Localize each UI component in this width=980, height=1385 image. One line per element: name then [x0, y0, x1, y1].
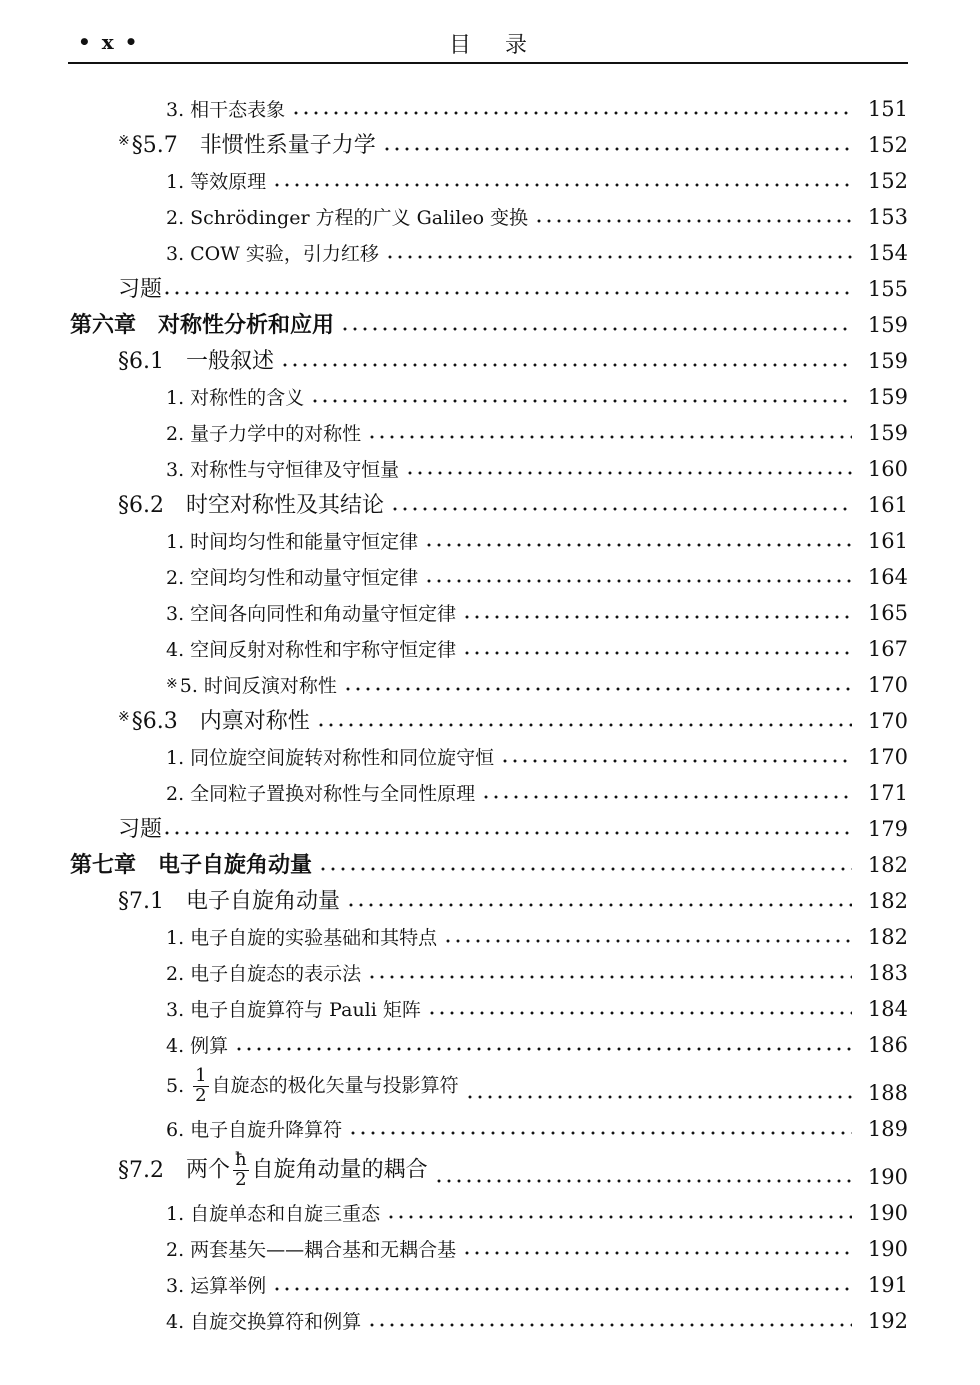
toc-entry-number: 4.: [166, 1311, 185, 1334]
toc-entry-number: §6.1: [118, 348, 164, 374]
toc-entry-sub: [0, 1190, 980, 1226]
toc-entry-title: 内禀对称性: [199, 708, 310, 734]
fraction: [233, 1151, 249, 1190]
toc-entry-label: [0, 748, 494, 770]
toc-entry-title: 习题: [118, 276, 163, 302]
toc-entry-number: 1.: [166, 531, 185, 554]
dot-leader: [272, 182, 852, 188]
toc-entry-label: [0, 784, 475, 806]
toc-entry-number: 5.: [179, 675, 198, 698]
toc-entry-page: 160: [867, 456, 908, 481]
toc-entry-page: 170: [867, 708, 908, 733]
toc-entry-label: [0, 1204, 380, 1226]
toc-entry-sub: [0, 374, 980, 410]
toc-entry-title: 电子自旋的实验基础和其特点: [190, 927, 438, 950]
toc-entry-page: 186: [867, 1032, 908, 1057]
toc-entry-sec: [0, 482, 980, 518]
page-header: [68, 26, 908, 64]
toc-entry-label: [0, 493, 384, 518]
toc-entry-page: 171: [867, 780, 908, 805]
toc-entry-sub: [0, 518, 980, 554]
toc-entry-label: [0, 1276, 266, 1298]
toc-entry-number: §5.7: [131, 132, 178, 158]
toc-entry-page: 190: [867, 1236, 908, 1261]
toc-entry-number: 6.: [166, 1119, 185, 1142]
toc-entry-page: 182: [867, 852, 908, 877]
toc-entry-title: 自旋角动量的耦合: [251, 1157, 428, 1183]
dot-leader: [443, 938, 852, 944]
dot-leader: [343, 686, 852, 692]
toc-entry-label: [0, 676, 337, 698]
toc-entry-sub: [0, 86, 980, 122]
toc-entry-label: [0, 1067, 459, 1106]
dot-leader: [481, 794, 852, 800]
toc-entry-page: 183: [867, 960, 908, 985]
toc-entry-page: 159: [867, 348, 908, 373]
toc-entry-number: 4.: [166, 1035, 185, 1058]
toc-entry-title: Schrödinger 方程的广义 Galileo 变换: [190, 207, 529, 230]
toc-entry-sub: [0, 626, 980, 662]
toc-entry-page: 188: [867, 1080, 908, 1105]
toc-entry-label: [0, 1120, 342, 1142]
toc-entry-label: [0, 277, 162, 302]
toc-entry-sub: [0, 734, 980, 770]
toc-entry-title: 对称性的含义: [190, 387, 305, 410]
toc-entry-title: 自旋单态和自旋三重态: [190, 1203, 381, 1226]
dot-leader: [234, 1046, 852, 1052]
toc-entry-label: [0, 1036, 228, 1058]
toc-entry-number: 4.: [166, 639, 185, 662]
toc-entry-title: 全同粒子置换对称性与全同性原理: [190, 783, 476, 806]
toc-entry-number: 3.: [166, 243, 185, 266]
dot-leader: [272, 1286, 852, 1292]
toc-entry-sub: [0, 410, 980, 446]
toc-entry-number: 3.: [166, 99, 185, 122]
toc-entry-label: [0, 388, 304, 410]
fraction-denominator: 2: [235, 1169, 247, 1191]
toc-entry-title: 空间各向同性和角动量守恒定律: [190, 603, 457, 626]
dot-leader: [465, 1094, 852, 1100]
toc-entry-label: [0, 604, 456, 626]
toc-entry-page: 170: [867, 744, 908, 769]
toc-entry-page: 153: [867, 204, 908, 229]
toc-entry-number: 2.: [166, 207, 185, 230]
toc-entry-title: COW 实验，引力红移: [190, 243, 379, 266]
dot-leader: [348, 1130, 852, 1136]
toc-entry-title: 电子自旋升降算符: [190, 1119, 343, 1142]
toc-entry-page: 179: [867, 816, 908, 841]
optional-section-mark: ※: [118, 708, 130, 725]
toc-entry-number: §6.3: [131, 708, 178, 734]
toc-entry-page: 191: [867, 1272, 908, 1297]
toc-entry-sub: [0, 1022, 980, 1058]
optional-section-mark: ※: [166, 676, 178, 693]
dot-leader: [462, 650, 852, 656]
toc-entry-label: [0, 460, 399, 482]
toc-entry-chap: [0, 842, 980, 878]
toc-entry-label: [0, 853, 312, 878]
toc-entry-prefix: 两个: [186, 1157, 231, 1183]
toc-entry-page: 182: [867, 888, 908, 913]
optional-section-mark: ※: [118, 132, 130, 149]
fraction-numerator: ħ: [235, 1149, 247, 1171]
toc-entry-label: [0, 532, 418, 554]
toc-entry-chap: [0, 302, 980, 338]
fraction-numerator: 1: [195, 1065, 207, 1087]
toc-entry-sub: [0, 986, 980, 1022]
toc-entry-page: 155: [867, 276, 908, 301]
toc-entry-number: 1.: [166, 1203, 185, 1226]
toc-entry-sub: [0, 1262, 980, 1298]
dot-leader: [390, 506, 852, 512]
dot-leader: [405, 470, 852, 476]
toc-entry-page: 159: [867, 312, 908, 337]
toc-entry-label: [0, 709, 310, 734]
toc-entry-number: 2.: [166, 963, 185, 986]
toc-entry-title: 空间均匀性和动量守恒定律: [190, 567, 419, 590]
dot-leader: [386, 1214, 852, 1220]
toc-entry-label: [0, 424, 361, 446]
toc-entry-sub: [0, 914, 980, 950]
toc-entry-title: 例算: [190, 1035, 229, 1058]
toc-entry-number: 3.: [166, 603, 185, 626]
page-number: • x •: [78, 30, 140, 54]
dot-leader: [424, 542, 852, 548]
toc-entry-sub: [0, 1058, 980, 1106]
toc-entry-label: [0, 1000, 421, 1022]
toc-entry-page: 152: [867, 168, 908, 193]
toc-entry-label: [0, 928, 437, 950]
toc-entry-label: [0, 208, 528, 230]
toc-entry-title: 自旋态的极化矢量与投影算符: [211, 1074, 459, 1097]
toc-entry-page: 190: [867, 1200, 908, 1225]
dot-leader: [427, 1010, 852, 1016]
toc-entry-label: [0, 1312, 361, 1334]
dot-leader: [291, 110, 852, 116]
toc-entry-number: 2.: [166, 783, 185, 806]
toc-entry-page: 189: [867, 1116, 908, 1141]
dot-leader: [462, 1250, 852, 1256]
toc-entry-page: 151: [867, 96, 908, 121]
toc-entry-title: 时间反演对称性: [203, 675, 337, 698]
toc-entry-title: 同位旋空间旋转对称性和同位旋守恒: [190, 747, 495, 770]
toc-entry-title: 电子自旋角动量: [158, 851, 313, 878]
dot-leader: [367, 1322, 852, 1328]
toc-entry-label: [0, 313, 334, 338]
dot-leader: [424, 578, 852, 584]
toc-entry-number: §7.1: [118, 888, 164, 914]
toc-entry-number: 第六章: [70, 311, 137, 338]
toc-entry-label: [0, 640, 456, 662]
toc-entry-page: 192: [867, 1308, 908, 1333]
dot-leader: [280, 362, 852, 368]
toc-entry-title: 自旋交换算符和例算: [190, 1311, 362, 1334]
dot-leader: [346, 902, 852, 908]
toc-entry-title: 一般叙述: [186, 348, 275, 374]
toc-entry-number: 2.: [166, 567, 185, 590]
toc-entry-label: [0, 964, 361, 986]
toc-entry-label: [0, 817, 162, 842]
toc-entry-number: 3.: [166, 999, 185, 1022]
toc-entry-number: 1.: [166, 747, 185, 770]
toc-entry-number: 3.: [166, 1275, 185, 1298]
toc-entry-sec: [0, 878, 980, 914]
toc-entry-title: 时间均匀性和能量守恒定律: [190, 531, 419, 554]
toc-entry-sec: [0, 698, 980, 734]
toc-entry-title: 量子力学中的对称性: [190, 423, 362, 446]
toc-entry-title: 电子自旋算符与 Pauli 矩阵: [190, 999, 421, 1022]
toc-entry-page: 154: [867, 240, 908, 265]
toc-entry-page: 167: [867, 636, 908, 661]
toc-entry-sub: [0, 1226, 980, 1262]
toc-entry-label: [0, 1240, 456, 1262]
toc-entry-number: 1.: [166, 171, 185, 194]
toc-entry-sub: [0, 158, 980, 194]
toc-entry-page: 190: [867, 1164, 908, 1189]
toc-entry-title: 运算举例: [190, 1275, 267, 1298]
toc-entry-page: 161: [867, 492, 908, 517]
dot-leader: [367, 434, 852, 440]
toc-entry-page: 184: [867, 996, 908, 1021]
toc-entry-sub: [0, 446, 980, 482]
toc-entry-label: [0, 349, 274, 374]
toc-entry-page: 170: [867, 672, 908, 697]
dot-leader: [534, 218, 852, 224]
toc-entry-title: 非惯性系量子力学: [199, 132, 376, 158]
toc-entry-label: [0, 100, 285, 122]
toc-entry-title: 对称性分析和应用: [158, 311, 335, 338]
toc-entry-label: [0, 133, 376, 158]
toc-entry-label: [0, 1151, 428, 1190]
toc-entry-page: 159: [867, 384, 908, 409]
dot-leader: [316, 722, 852, 728]
toc-entry-sub: [0, 554, 980, 590]
toc-entry-sec: [0, 122, 980, 158]
toc-entry-sub: [0, 230, 980, 266]
toc-entry-sub: [0, 770, 980, 806]
toc-entry-title: 时空对称性及其结论: [186, 492, 385, 518]
toc-entry-number: 第七章: [70, 851, 137, 878]
toc-entry-title: 电子自旋态的表示法: [190, 963, 362, 986]
toc-entry-ex: [0, 806, 980, 842]
fraction: [193, 1067, 208, 1106]
toc-entry-sub: [0, 1298, 980, 1334]
dot-leader: [462, 614, 852, 620]
toc-entry-label: [0, 244, 379, 266]
toc-entry-title: 习题: [118, 816, 163, 842]
toc-entry-page: 161: [867, 528, 908, 553]
toc-entry-sec: [0, 338, 980, 374]
toc-entry-page: 152: [867, 132, 908, 157]
toc-entry-title: 相干态表象: [190, 99, 286, 122]
dot-leader: [162, 290, 852, 296]
toc-entry-title: 电子自旋角动量: [186, 888, 341, 914]
toc-entry-number: 1.: [166, 387, 185, 410]
toc-entry-title: 对称性与守恒律及守恒量: [190, 459, 400, 482]
toc-entry-label: [0, 889, 340, 914]
page-title: 目录: [448, 33, 561, 58]
toc-entry-title: 两套基矢——耦合基和无耦合基: [190, 1239, 457, 1262]
dot-leader: [162, 830, 852, 836]
toc-entry-number: §7.2: [118, 1157, 164, 1183]
dot-leader: [385, 254, 852, 260]
toc-entry-number: 1.: [166, 927, 185, 950]
toc-entry-page: 182: [867, 924, 908, 949]
toc-entry-number: 2.: [166, 423, 185, 446]
dot-leader: [500, 758, 852, 764]
toc-entry-sub: [0, 1106, 980, 1142]
toc-entry-sub: [0, 662, 980, 698]
toc-entry-number: 5.: [166, 1074, 185, 1097]
dot-leader: [310, 398, 852, 404]
toc-entry-number: 3.: [166, 459, 185, 482]
table-of-contents: [0, 86, 980, 1334]
toc-entry-label: [0, 172, 266, 194]
toc-entry-title: 空间反射对称性和宇称守恒定律: [190, 639, 457, 662]
toc-entry-page: 159: [867, 420, 908, 445]
dot-leader: [367, 974, 852, 980]
toc-entry-title: 等效原理: [190, 171, 267, 194]
toc-entry-sub: [0, 590, 980, 626]
dot-leader: [434, 1178, 852, 1184]
toc-entry-ex: [0, 266, 980, 302]
toc-entry-page: 164: [867, 564, 908, 589]
toc-entry-number: §6.2: [118, 492, 164, 518]
toc-entry-sub: [0, 194, 980, 230]
dot-leader: [318, 866, 852, 872]
toc-entry-number: 2.: [166, 1239, 185, 1262]
dot-leader: [382, 146, 852, 152]
toc-entry-sub: [0, 950, 980, 986]
dot-leader: [340, 326, 852, 332]
toc-entry-label: [0, 568, 418, 590]
toc-entry-page: 165: [867, 600, 908, 625]
toc-entry-sec: [0, 1142, 980, 1190]
fraction-denominator: 2: [195, 1085, 207, 1107]
